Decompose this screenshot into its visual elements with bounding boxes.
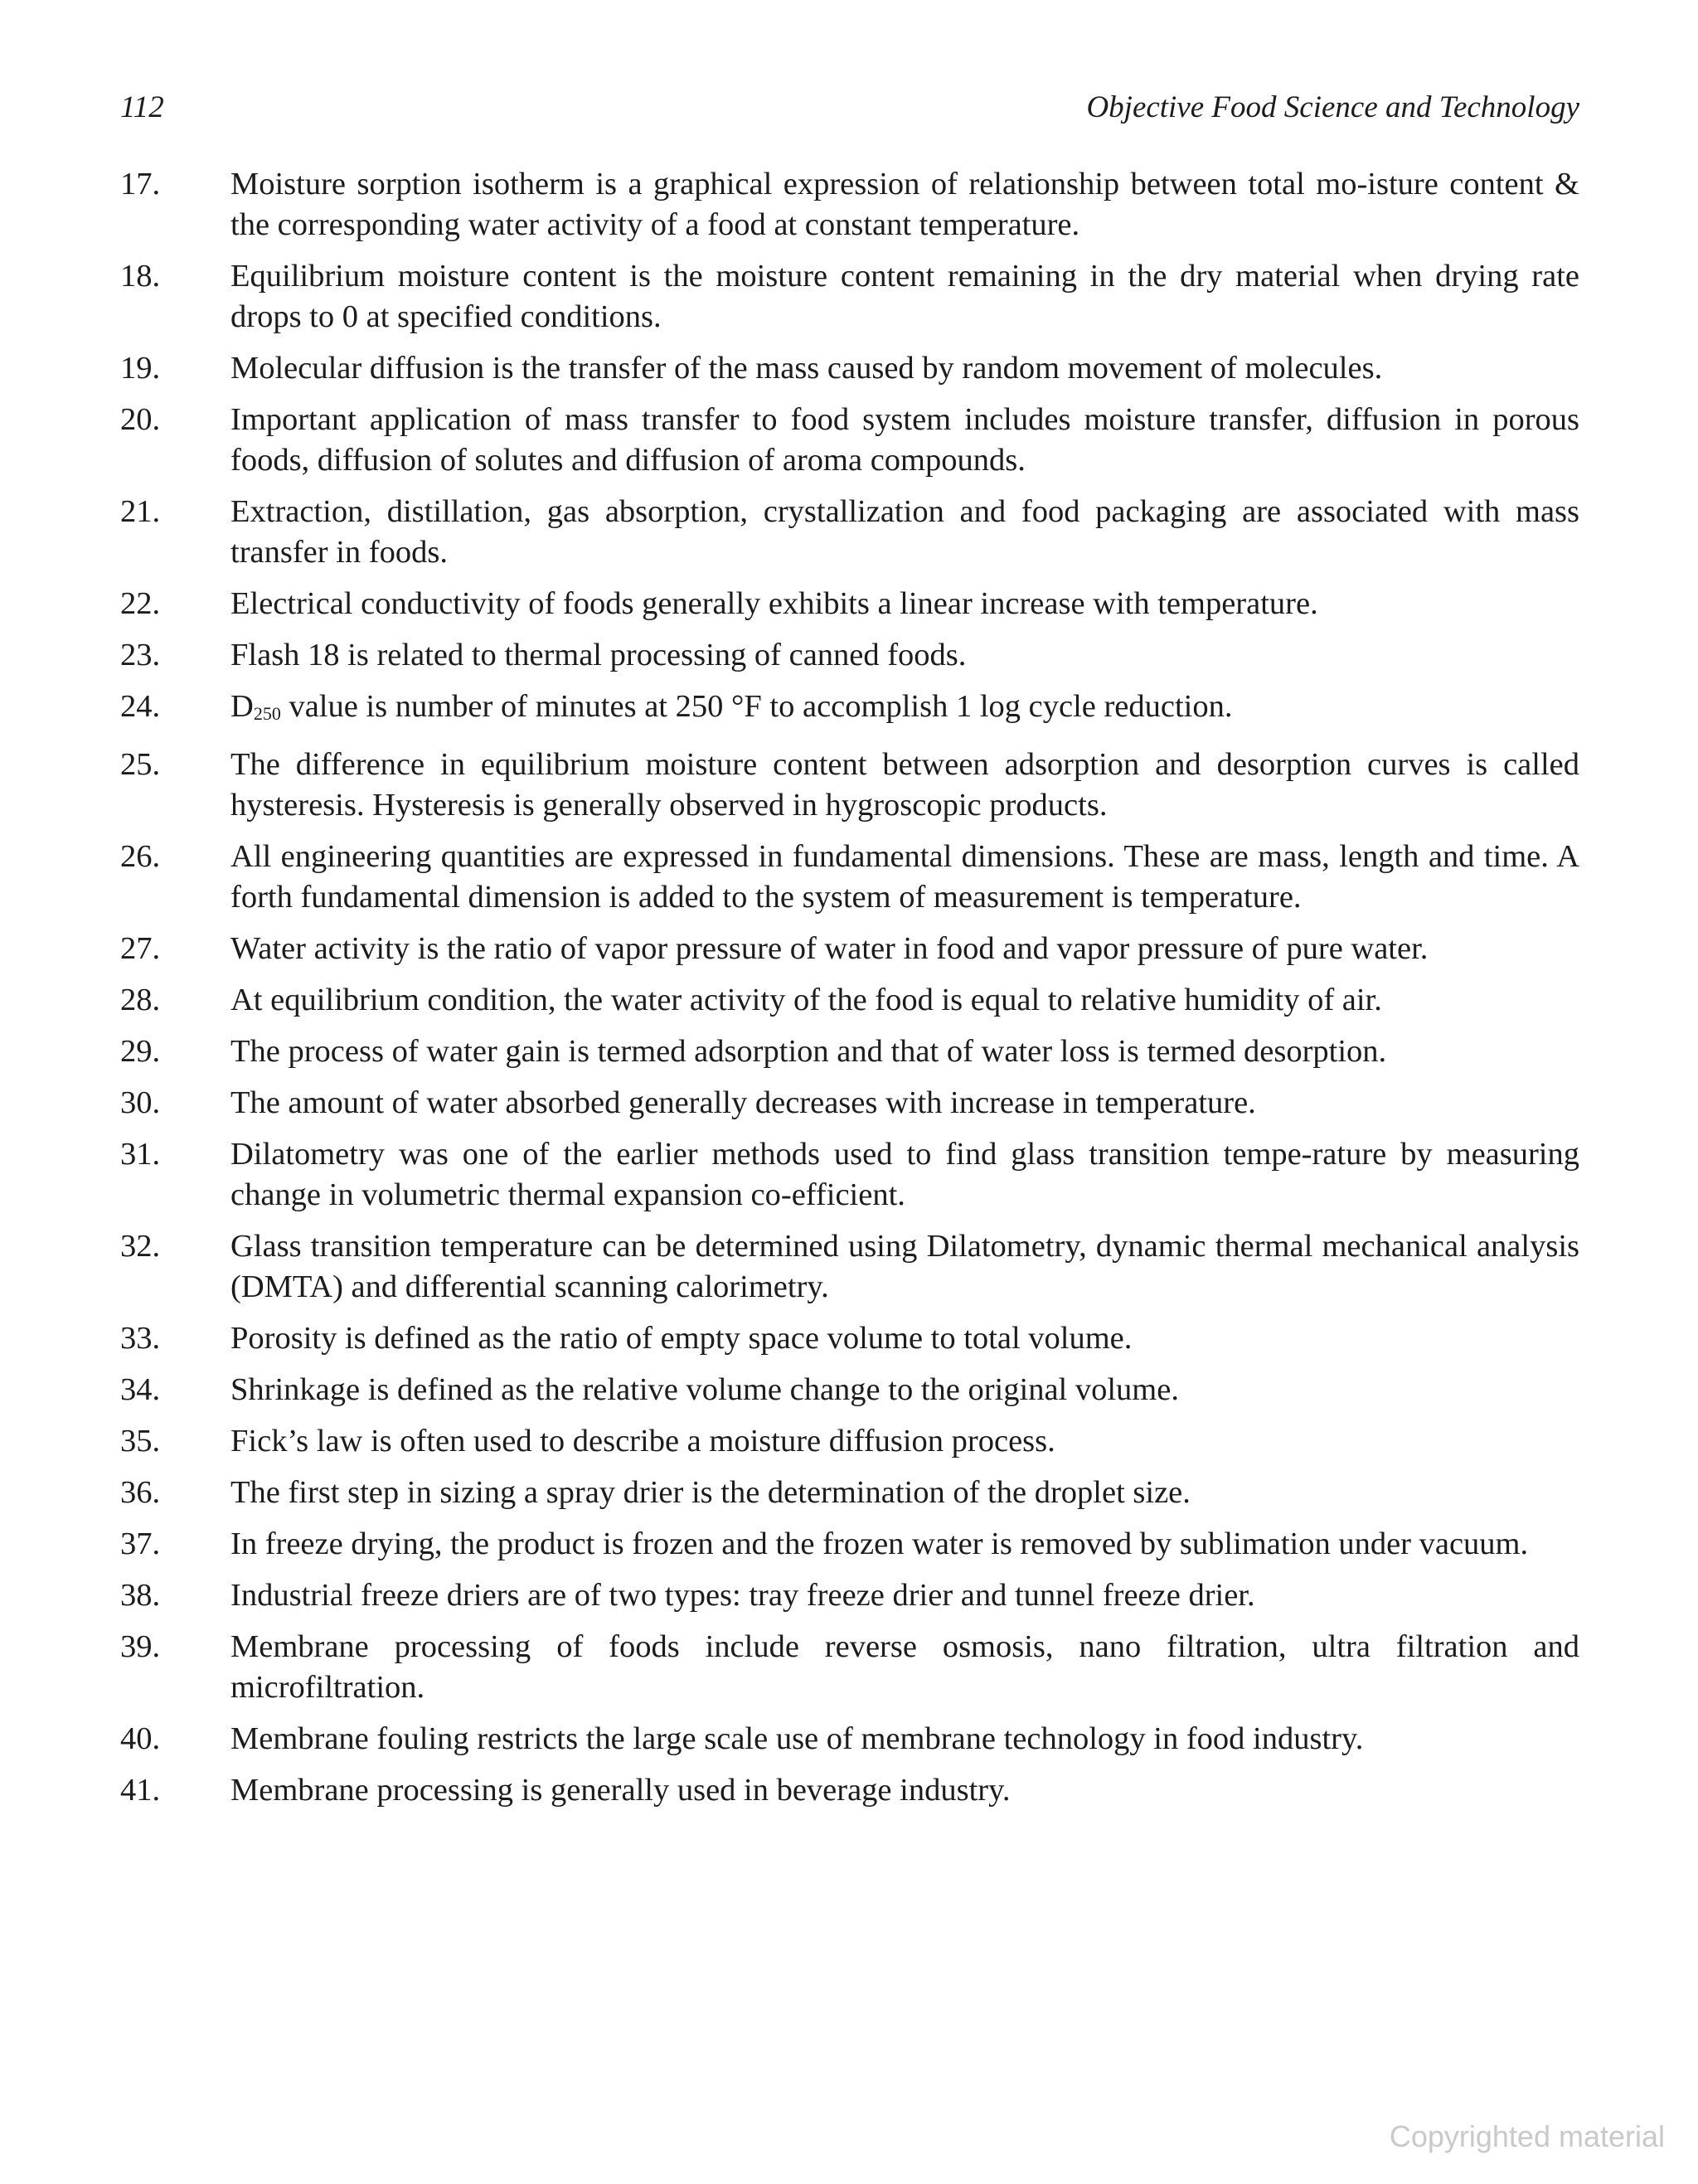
list-item xyxy=(120,400,1579,481)
item-text: In freeze drying, the product is frozen and the frozen water is removed by sublimation under vacuum. xyxy=(230,1526,1529,1561)
item-number: 41. xyxy=(120,1773,161,1808)
list-item xyxy=(120,256,1579,337)
list-item xyxy=(120,1421,1579,1462)
item-number: 21. xyxy=(120,494,161,529)
item-text: Flash 18 is related to thermal processing of canned foods. xyxy=(230,638,967,672)
item-text: Shrinkage is defined as the relative volume change to the original volume. xyxy=(230,1372,1179,1407)
list-item xyxy=(120,1627,1579,1708)
item-number: 30. xyxy=(120,1085,161,1120)
item-number: 20. xyxy=(120,402,161,437)
item-text: The difference in equilibrium moisture content between adsorption and desorption curves is called hysteresis. Hysteresis is generally observed in hygroscopic products. xyxy=(230,747,1579,823)
item-number: 33. xyxy=(120,1321,161,1356)
item-number: 36. xyxy=(120,1475,161,1510)
list-item xyxy=(120,584,1579,624)
item-list xyxy=(120,164,1579,1822)
list-item xyxy=(120,1226,1579,1308)
item-text xyxy=(230,687,1579,734)
item-text: The amount of water absorbed generally decreases with increase in temperature. xyxy=(230,1085,1256,1120)
item-number: 32. xyxy=(120,1229,161,1264)
list-item xyxy=(120,1524,1579,1565)
list-item xyxy=(120,1770,1579,1811)
item-text: Electrical conductivity of foods generally exhibits a linear increase with temperature. xyxy=(230,586,1318,621)
list-item xyxy=(120,980,1579,1021)
item-text: Membrane processing of foods include reverse osmosis, nano filtration, ultra filtration and microfiltration. xyxy=(230,1629,1579,1705)
item-number: 28. xyxy=(120,983,161,1017)
item-text: Porosity is defined as the ratio of empty space volume to total volume. xyxy=(230,1321,1133,1356)
item-number: 27. xyxy=(120,931,161,966)
list-item xyxy=(120,1134,1579,1216)
item-number: 26. xyxy=(120,839,161,874)
item-text: Glass transition temperature can be determined using Dilatometry, dynamic thermal mechanical analysis (DMTA) and differential scanning calorimetry. xyxy=(230,1229,1579,1304)
item-text: Fick’s law is often used to describe a moisture diffusion process. xyxy=(230,1424,1055,1458)
item-number: 37. xyxy=(120,1526,161,1561)
item-number: 34. xyxy=(120,1372,161,1407)
item-number: 40. xyxy=(120,1721,161,1756)
running-title: Objective Food Science and Technology xyxy=(1086,90,1579,124)
d-value-subscript: 250 xyxy=(253,703,281,724)
item-number: 19. xyxy=(120,351,161,386)
item-text: The process of water gain is termed adsorption and that of water loss is termed desorption. xyxy=(230,1034,1387,1069)
item-number: 38. xyxy=(120,1578,161,1613)
item-text: Membrane fouling restricts the large scale use of membrane technology in food industry. xyxy=(230,1721,1364,1756)
item-text: Water activity is the ratio of vapor pressure of water in food and vapor pressure of pure water. xyxy=(230,931,1429,966)
list-item xyxy=(120,1575,1579,1616)
list-item xyxy=(120,635,1579,676)
item-text: Industrial freeze driers are of two types: tray freeze drier and tunnel freeze drier. xyxy=(230,1578,1255,1613)
item-number: 23. xyxy=(120,638,161,672)
item-text: Molecular diffusion is the transfer of the mass caused by random movement of molecules. xyxy=(230,351,1383,386)
item-text: At equilibrium condition, the water activity of the food is equal to relative humidity of air. xyxy=(230,983,1382,1017)
list-item xyxy=(120,837,1579,918)
list-item xyxy=(120,492,1579,573)
list-item xyxy=(120,1473,1579,1513)
list-item xyxy=(120,1083,1579,1124)
list-item xyxy=(120,1318,1579,1359)
copyright-watermark: Copyrighted material xyxy=(1389,2119,1665,2153)
item-text: All engineering quantities are expressed in fundamental dimensions. These are mass, length and time. A forth fundamental dimension is added to the system of measurement is temperature. xyxy=(230,839,1579,915)
item-number: 18. xyxy=(120,259,161,294)
d-value-symbol: D xyxy=(230,689,254,724)
item-number: 29. xyxy=(120,1034,161,1069)
item-text: The first step in sizing a spray drier is the determination of the droplet size. xyxy=(230,1475,1191,1510)
list-item xyxy=(120,745,1579,826)
item-number: 24. xyxy=(120,689,161,724)
list-item xyxy=(120,1031,1579,1072)
list-item xyxy=(120,1370,1579,1410)
item-text: Equilibrium moisture content is the moisture content remaining in the dry material when drying rate drops to 0 at specified conditions. xyxy=(230,259,1579,334)
item-text: Membrane processing is generally used in beverage industry. xyxy=(230,1773,1011,1808)
item-text: Moisture sorption isotherm is a graphical expression of relationship between total mo-isture content & the corresponding water activity of a food at constant temperature. xyxy=(230,167,1579,242)
list-item xyxy=(120,687,1579,734)
list-item xyxy=(120,348,1579,389)
item-number: 31. xyxy=(120,1137,161,1172)
list-item xyxy=(120,929,1579,969)
page-number: 112 xyxy=(120,90,164,124)
item-text: Extraction, distillation, gas absorption, crystallization and food packaging are associated with mass transfer in foods. xyxy=(230,494,1579,570)
page-header xyxy=(120,90,1579,139)
item-number: 35. xyxy=(120,1424,161,1458)
d-value-description: value is number of minutes at 250 °F to accomplish 1 log cycle reduction. xyxy=(280,689,1233,724)
item-number: 39. xyxy=(120,1629,161,1664)
list-item xyxy=(120,164,1579,245)
item-number: 22. xyxy=(120,586,161,621)
list-item xyxy=(120,1719,1579,1759)
item-text: Dilatometry was one of the earlier methods used to find glass transition tempe-rature by measuring change in volumetric thermal expansion co-efficient. xyxy=(230,1137,1579,1212)
item-text: Important application of mass transfer to food system includes moisture transfer, diffusion in porous foods, diffusion of solutes and diffusion of aroma compounds. xyxy=(230,402,1579,478)
item-number: 25. xyxy=(120,747,161,782)
item-number: 17. xyxy=(120,167,161,201)
